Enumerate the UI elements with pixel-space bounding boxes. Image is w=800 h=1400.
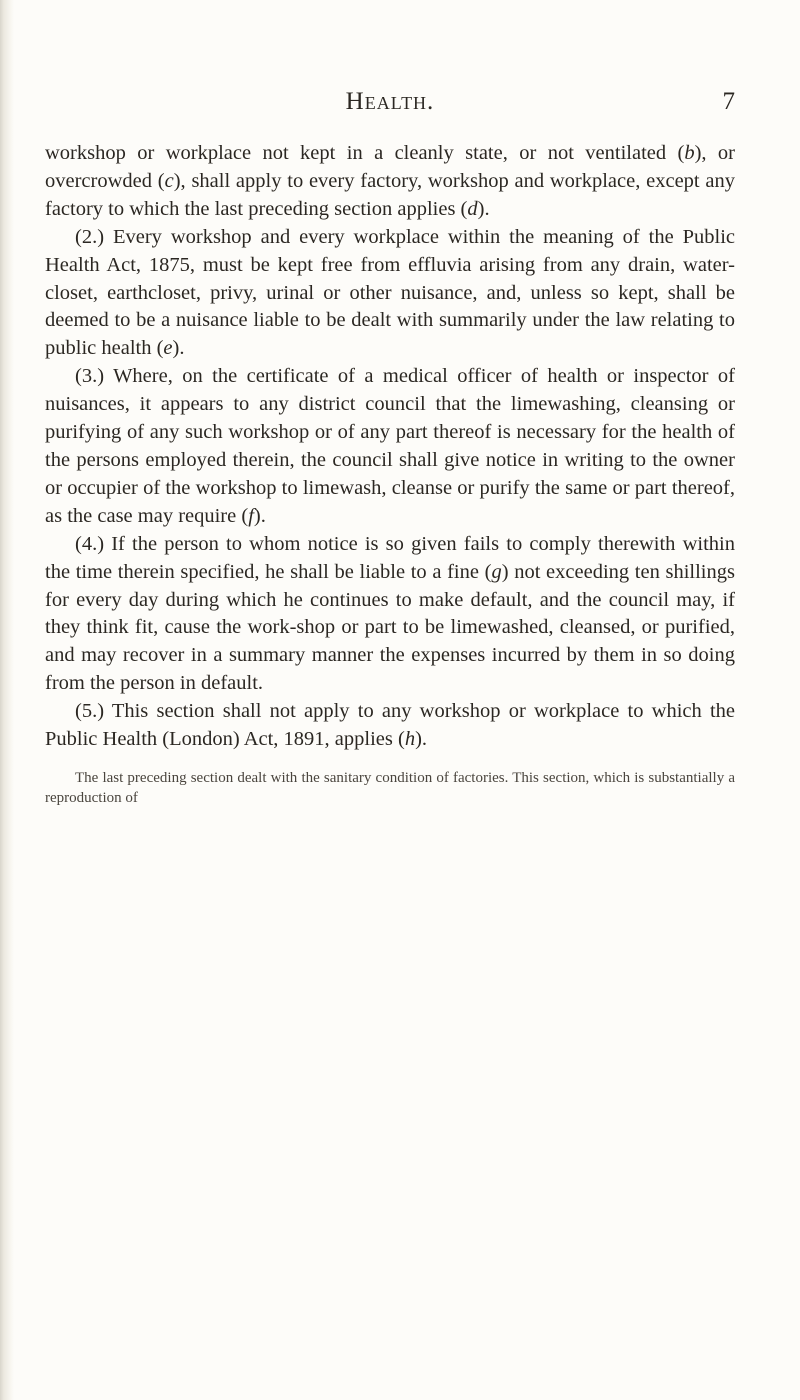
footnote-ref: f — [248, 504, 254, 527]
paragraph-text: ). — [172, 337, 185, 360]
commentary-note: The last preceding section dealt with the sanitary condition of factories. This section, which is substantially a reproduction of — [45, 769, 735, 806]
footnote-ref: e — [163, 337, 173, 360]
paragraph-text: ), shall apply to every factory, workshop and workplace, except any factory to which the last preceding section applies ( — [45, 169, 735, 220]
page-number: 7 — [722, 88, 735, 115]
paragraph-text: ) not exceeding ten shillings for every day during which he continues to make default, and the council may, if they think fit, cause the work-shop or part to be limewashed, cleansed, or purified, and may recover in a summary manner the expenses incurred by them in so doing from the person in default. — [45, 560, 735, 695]
paragraph-text: workshop or workplace not kept in a cleanly state, or not ventilated ( — [45, 142, 685, 164]
running-head — [45, 88, 735, 128]
paragraph-continuation — [45, 140, 735, 224]
footnote-ref: g — [491, 560, 502, 583]
footnote-ref: d — [467, 197, 478, 220]
paragraph-text: ). — [415, 728, 428, 751]
paragraph-text: ). — [477, 197, 490, 220]
paragraph-text: ), or overcrowded ( — [45, 142, 735, 192]
book-page — [45, 88, 735, 823]
paragraph-text: (5.) This section shall not apply to any workshop or workplace to which the Public Health (London) Act, 1891, applies ( — [45, 700, 735, 751]
running-title: Health. — [345, 88, 435, 115]
paragraph-text: (3.) Where, on the certificate of a medical officer of health or inspector of nuisances, it appears to any district council that the limewashing, cleansing or purifying of any such workshop or of any part thereof is necessary for the health of the persons employed therein, the council shall give notice in writing to the owner or occupier of the workshop to limewash, cleanse or purify the same or part thereof, as the case may require ( — [45, 365, 735, 527]
footnote-ref: b — [684, 142, 695, 164]
page-gutter-shadow — [0, 0, 14, 1400]
subsection-4 — [45, 531, 735, 698]
body-text — [45, 140, 735, 754]
footnote-ref: h — [404, 728, 416, 751]
subsection-5 — [45, 698, 735, 754]
paragraph-text: (4.) If the person to whom notice is so given fails to comply therewith within the time therein specified, he shall be liable to a fine ( — [45, 532, 735, 583]
footnote-ref: c — [164, 169, 174, 192]
subsection-2 — [45, 224, 735, 364]
subsection-3 — [45, 363, 735, 530]
paragraph-text: (2.) Every workshop and every workplace within the meaning of the Public Health Act, 1875, must be kept free from effluvia arising from any drain, water-closet, earthcloset, privy, urinal or other nuisance, and, unless so kept, shall be deemed to be a nuisance liable to be dealt with summarily under the law relating to public health ( — [45, 225, 735, 360]
paragraph-text: ). — [253, 504, 266, 527]
